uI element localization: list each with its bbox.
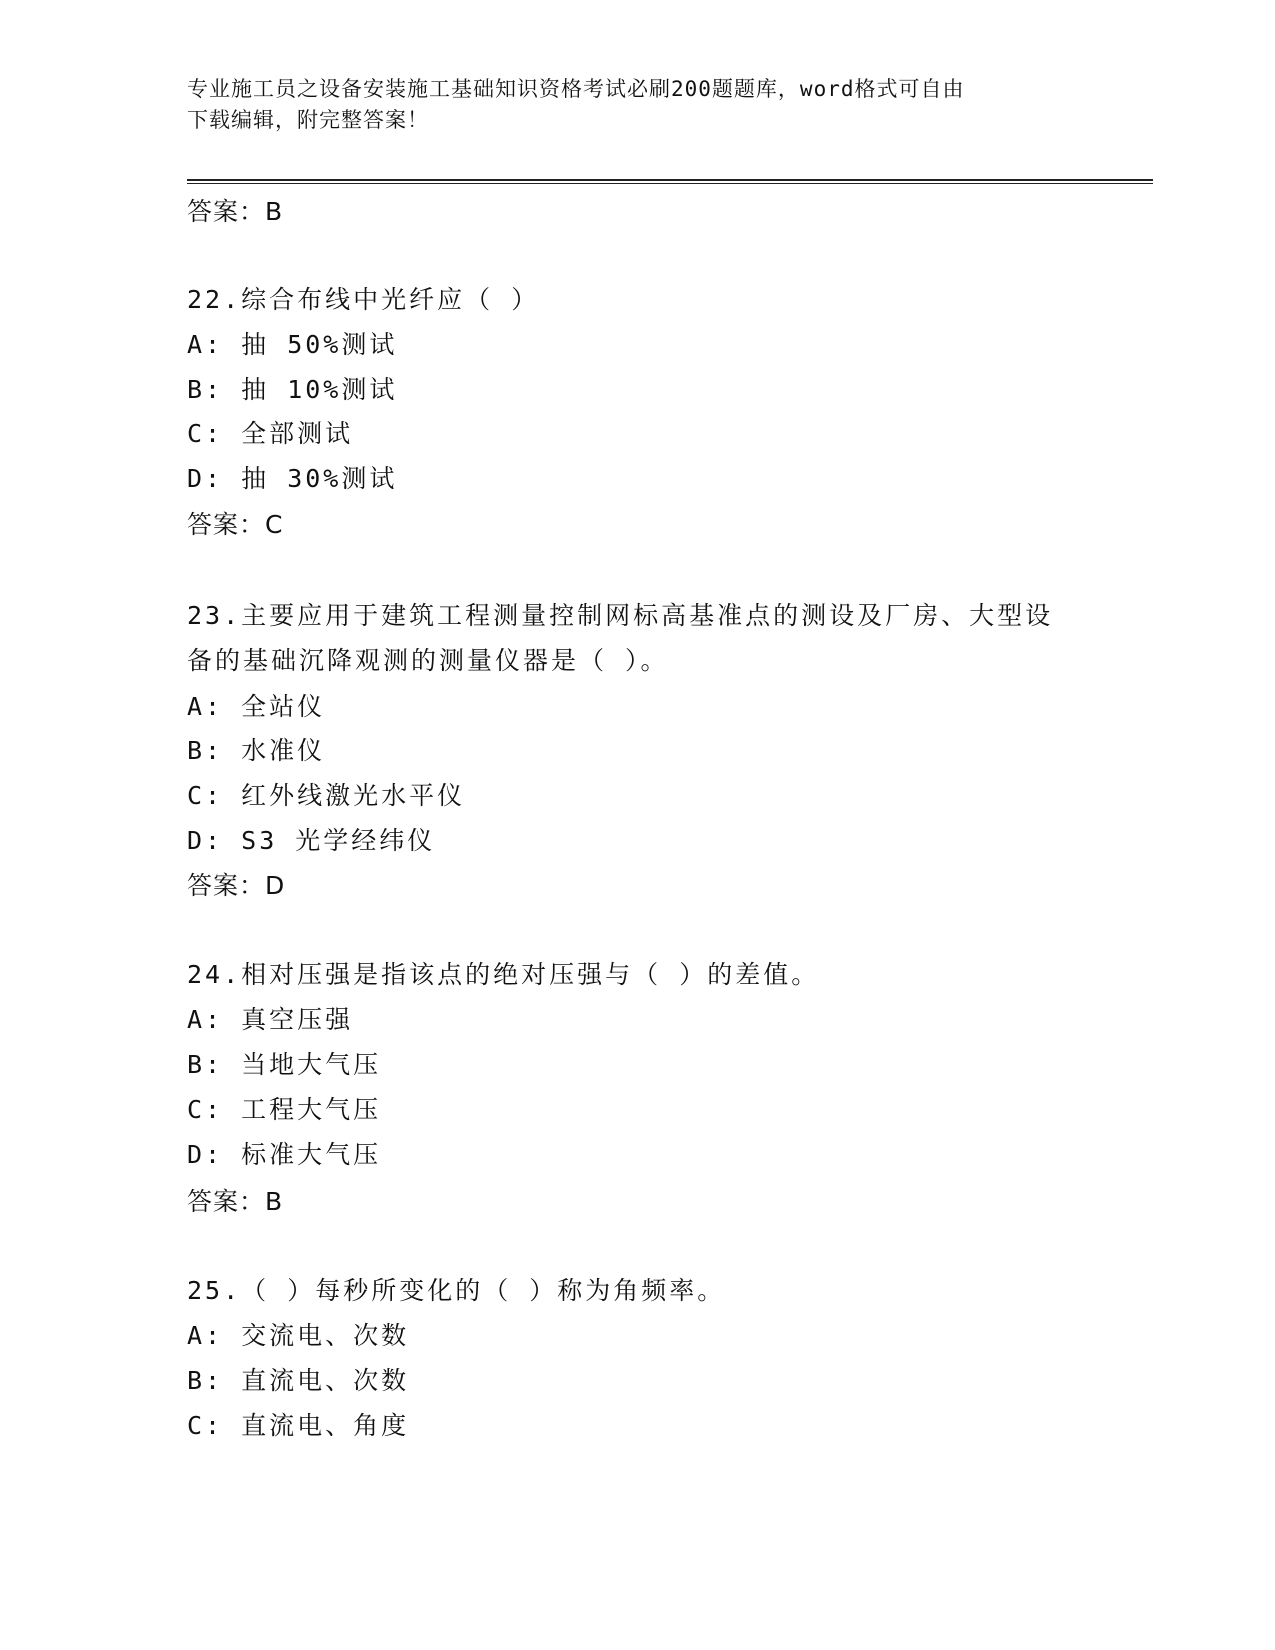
question-24: 24.相对压强是指该点的绝对压强与（ ）的差值。 (187, 960, 820, 989)
answer-22: 答案：C (187, 510, 284, 539)
option-24-b: B: 当地大气压 (187, 1050, 382, 1079)
answer-24: 答案：B (187, 1187, 284, 1216)
question-23-line-1: 23.主要应用于建筑工程测量控制网标高基准点的测设及厂房、大型设 (187, 601, 1054, 630)
option-22-a: A: 抽 50%测试 (187, 330, 398, 359)
option-23-b: B: 水准仪 (187, 736, 326, 765)
header-divider (187, 179, 1153, 184)
document-header (187, 74, 1067, 136)
option-23-c: C: 红外线激光水平仪 (187, 781, 466, 810)
option-22-d: D: 抽 30%测试 (187, 464, 398, 493)
option-24-d: D: 标准大气压 (187, 1140, 382, 1169)
option-25-b: B: 直流电、次数 (187, 1366, 410, 1395)
option-23-d: D: S3 光学经纬仪 (187, 826, 436, 855)
option-25-a: A: 交流电、次数 (187, 1321, 410, 1350)
option-24-c: C: 工程大气压 (187, 1095, 382, 1124)
question-22: 22.综合布线中光纤应（ ） (187, 285, 540, 314)
option-22-c: C: 全部测试 (187, 419, 354, 448)
answer-23: 答案：D (187, 871, 286, 900)
option-22-b: B: 抽 10%测试 (187, 375, 398, 404)
header-line-1: 专业施工员之设备安装施工基础知识资格考试必刷200题题库，word格式可自由 (187, 77, 965, 101)
header-line-2: 下载编辑，附完整答案！ (187, 108, 429, 132)
question-23-line-2: 备的基础沉降观测的测量仪器是（ ）。 (187, 646, 669, 675)
answer-21: 答案：B (187, 197, 284, 226)
option-24-a: A: 真空压强 (187, 1005, 354, 1034)
option-23-a: A: 全站仪 (187, 692, 326, 721)
option-25-c: C: 直流电、角度 (187, 1411, 410, 1440)
question-25: 25.（ ）每秒所变化的（ ）称为角频率。 (187, 1276, 726, 1305)
